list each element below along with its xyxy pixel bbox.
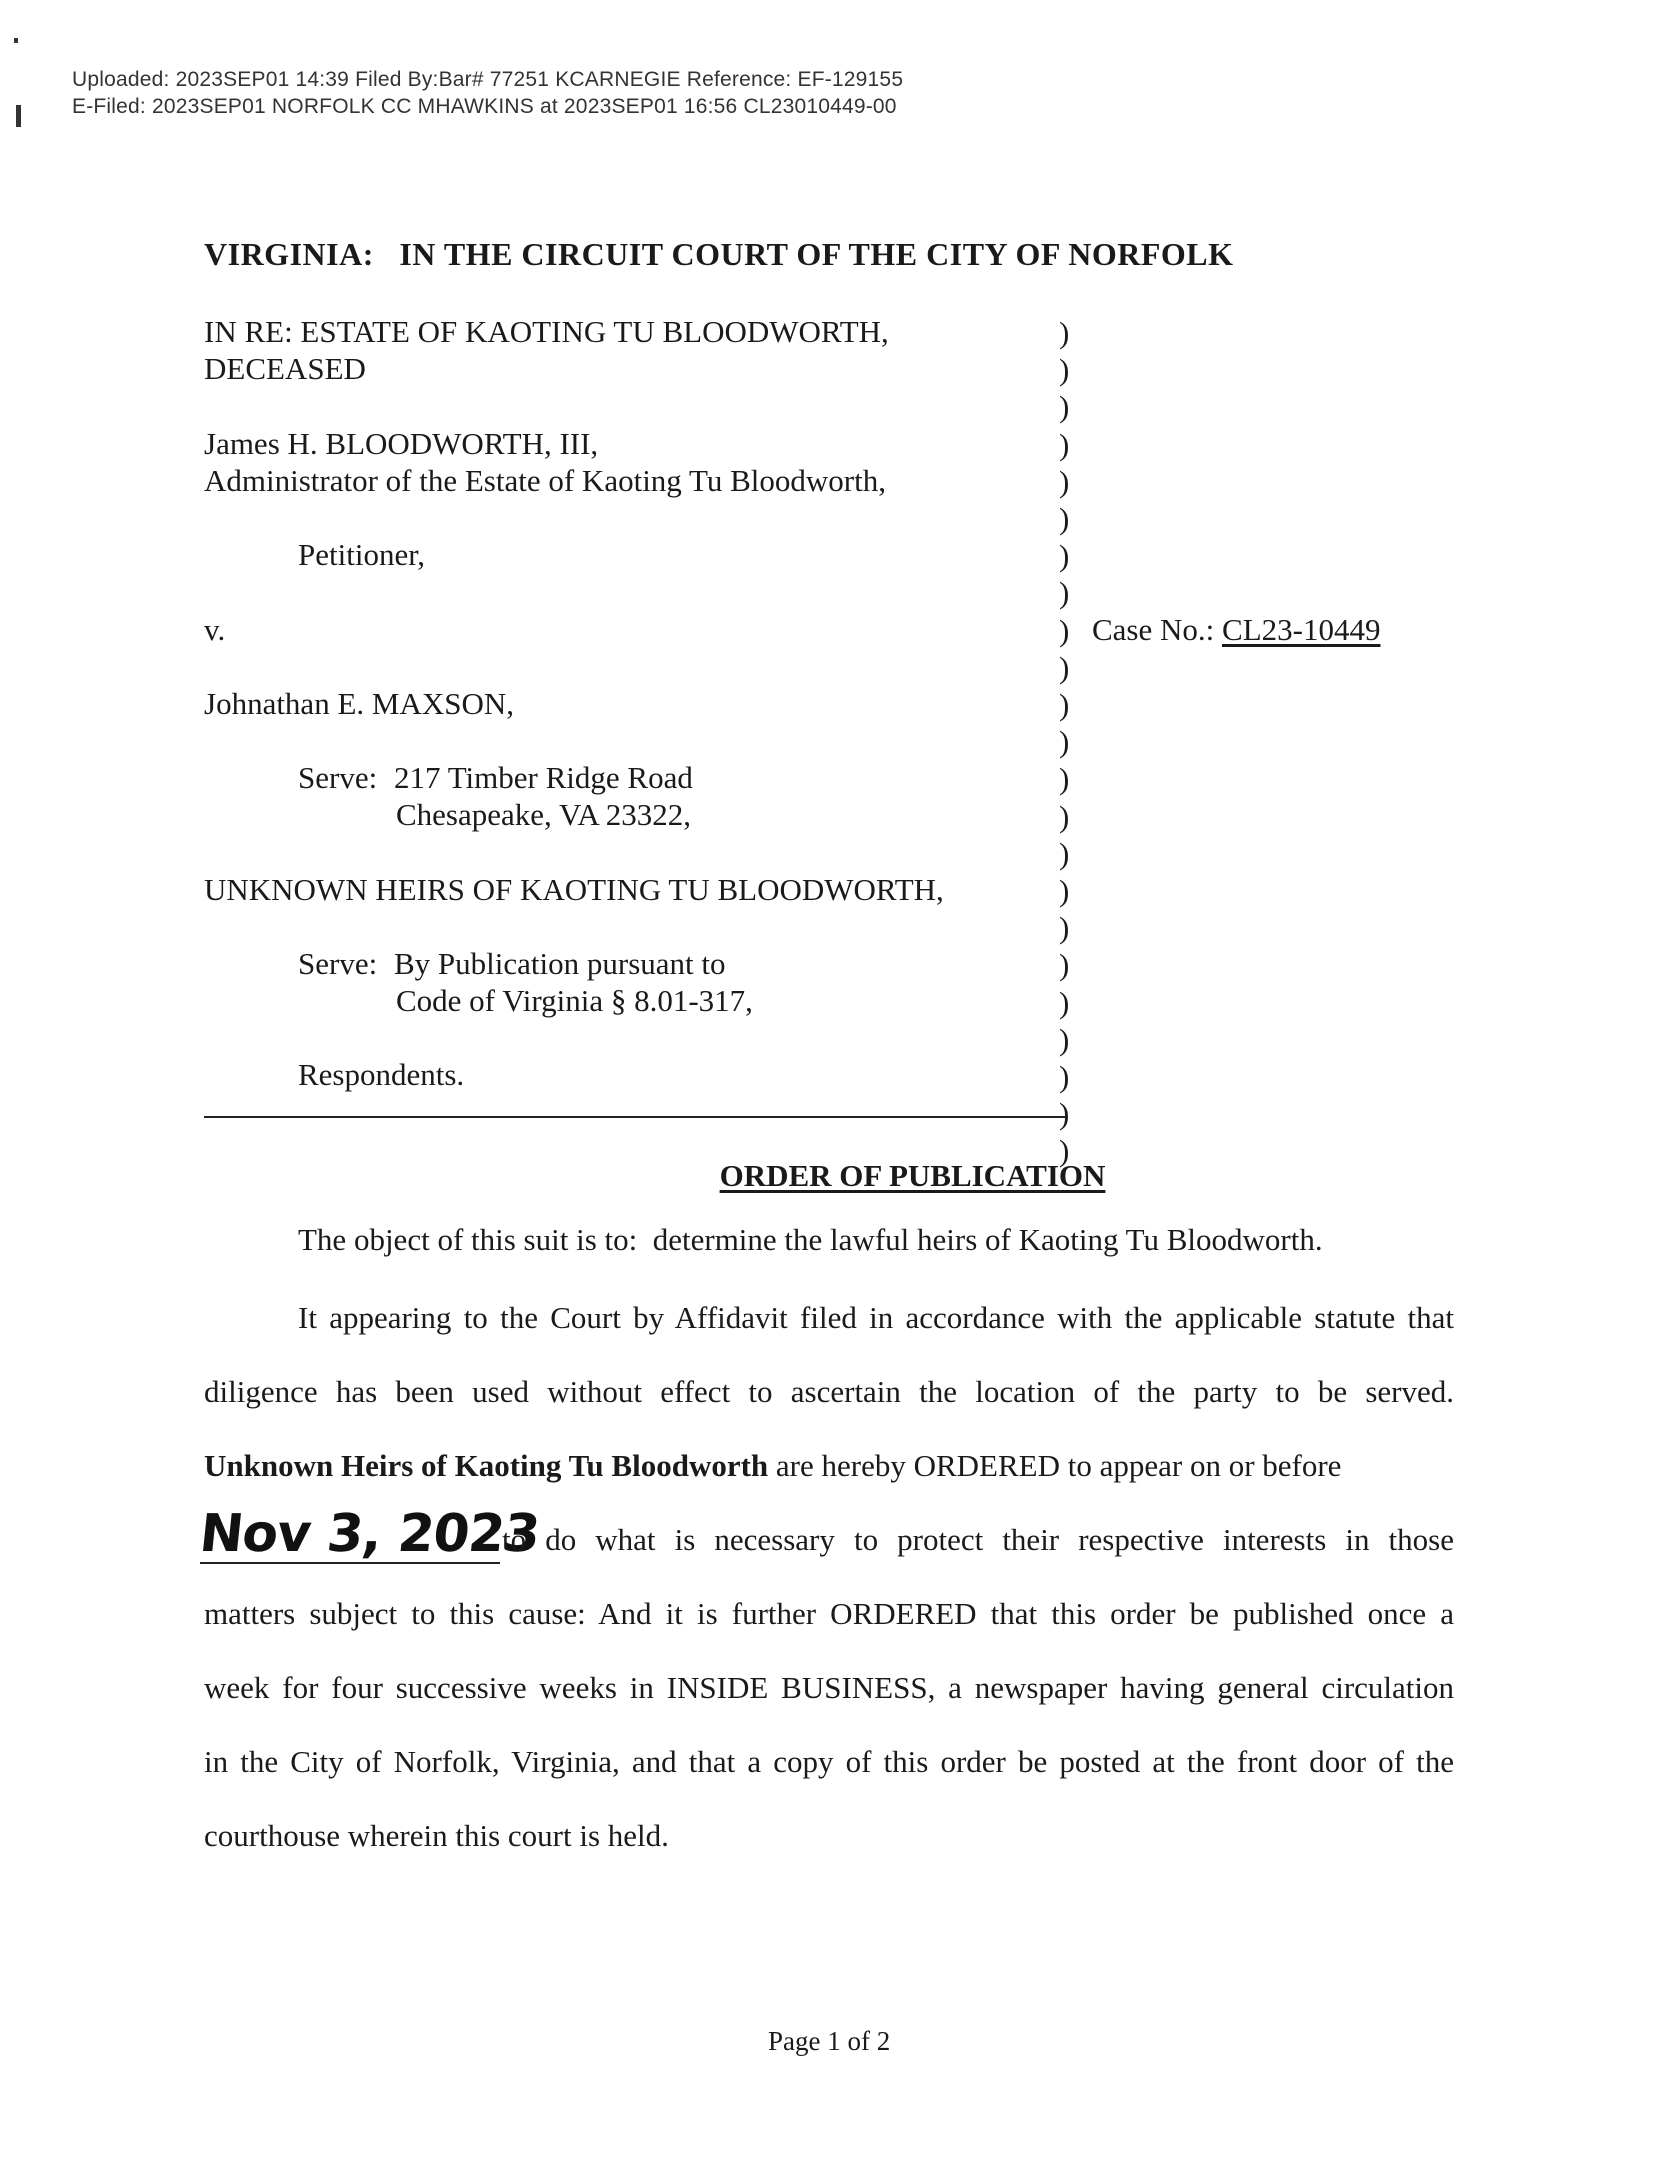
respondent-2-serve-1: By Publication pursuant to	[394, 946, 726, 981]
order-paragraph-line-4: to do what is necessary to protect their respective interests in those	[502, 1522, 1454, 1557]
order-paragraph-line-5: matters subject to this cause: And it is further ORDERED that this order be published once a	[204, 1596, 1454, 1631]
respondent-1-address-2: Chesapeake, VA 23322,	[396, 797, 692, 832]
respondent-2-serve-2: Code of Virginia § 8.01-317,	[396, 983, 753, 1018]
respondent-1-name: Johnathan E. MAXSON,	[204, 686, 514, 721]
order-paragraph-line-3	[204, 1448, 1341, 1484]
respondent-2-name: UNKNOWN HEIRS OF KAOTING TU BLOODWORTH,	[204, 872, 944, 907]
order-object-line: The object of this suit is to: determine the lawful heirs of Kaoting Tu Bloodworth.	[298, 1222, 1323, 1257]
case-number: CL23-10449	[1222, 612, 1381, 647]
case-label: Case No.:	[1092, 612, 1215, 647]
respondent-2-serve-label: Serve:	[298, 946, 378, 981]
handwritten-date: Nov 3, 2023	[196, 1504, 543, 1564]
order-paragraph-line-2: diligence has been used without effect to ascertain the location of the party to be served.	[204, 1374, 1454, 1409]
page-footer: Page 1 of 2	[768, 2026, 891, 2056]
versus-label: v.	[204, 612, 226, 647]
upload-stamp: Uploaded: 2023SEP01 14:39 Filed By:Bar# 77251 KCARNEGIE Reference: EF-129155	[72, 68, 904, 91]
respondent-1-address-1: 217 Timber Ridge Road	[394, 760, 693, 795]
case-number-block	[1092, 612, 1380, 648]
petitioner-title: Administrator of the Estate of Kaoting Tu Bloodworth,	[204, 463, 886, 498]
in-re-line-2: DECEASED	[204, 351, 366, 386]
unknown-heirs-bold: Unknown Heirs of Kaoting Tu Bloodworth	[204, 1448, 769, 1483]
order-paragraph-line-6: week for four successive weeks in INSIDE BUSINESS, a newspaper having general circulation	[204, 1670, 1454, 1705]
date-blank-line	[200, 1562, 500, 1564]
order-title	[0, 1158, 1665, 1194]
order-line-3-rest: are hereby ORDERED to appear on or before	[768, 1448, 1342, 1483]
order-paragraph-line-8: courthouse wherein this court is held.	[204, 1818, 669, 1853]
scan-mark	[16, 105, 21, 127]
petitioner-name: James H. BLOODWORTH, III,	[204, 426, 599, 461]
efile-stamp: E-Filed: 2023SEP01 NORFOLK CC MHAWKINS at 2023SEP01 16:56 CL23010449-00	[72, 95, 897, 118]
respondent-1-serve-label: Serve:	[298, 760, 378, 795]
order-paragraph-line-7: in the City of Norfolk, Virginia, and that a copy of this order be posted at the front door of the	[204, 1744, 1454, 1779]
caption-paren-column: ) ) ) ) ) ) ) ) ) ) ) ) ) ) ) ) ) ) ) ) ) ) )	[1059, 315, 1070, 1169]
in-re-line-1: IN RE: ESTATE OF KAOTING TU BLOODWORTH,	[204, 314, 889, 349]
order-paragraph-line-1: It appearing to the Court by Affidavit filed in accordance with the applicable statute that	[298, 1300, 1454, 1335]
respondents-label: Respondents.	[298, 1057, 465, 1092]
court-heading: VIRGINIA: IN THE CIRCUIT COURT OF THE CITY OF NORFOLK	[204, 236, 1234, 272]
order-title-text: ORDER OF PUBLICATION	[719, 1158, 1106, 1193]
caption-divider	[204, 1116, 1066, 1118]
petitioner-label: Petitioner,	[298, 537, 426, 572]
scan-mark	[14, 38, 18, 43]
